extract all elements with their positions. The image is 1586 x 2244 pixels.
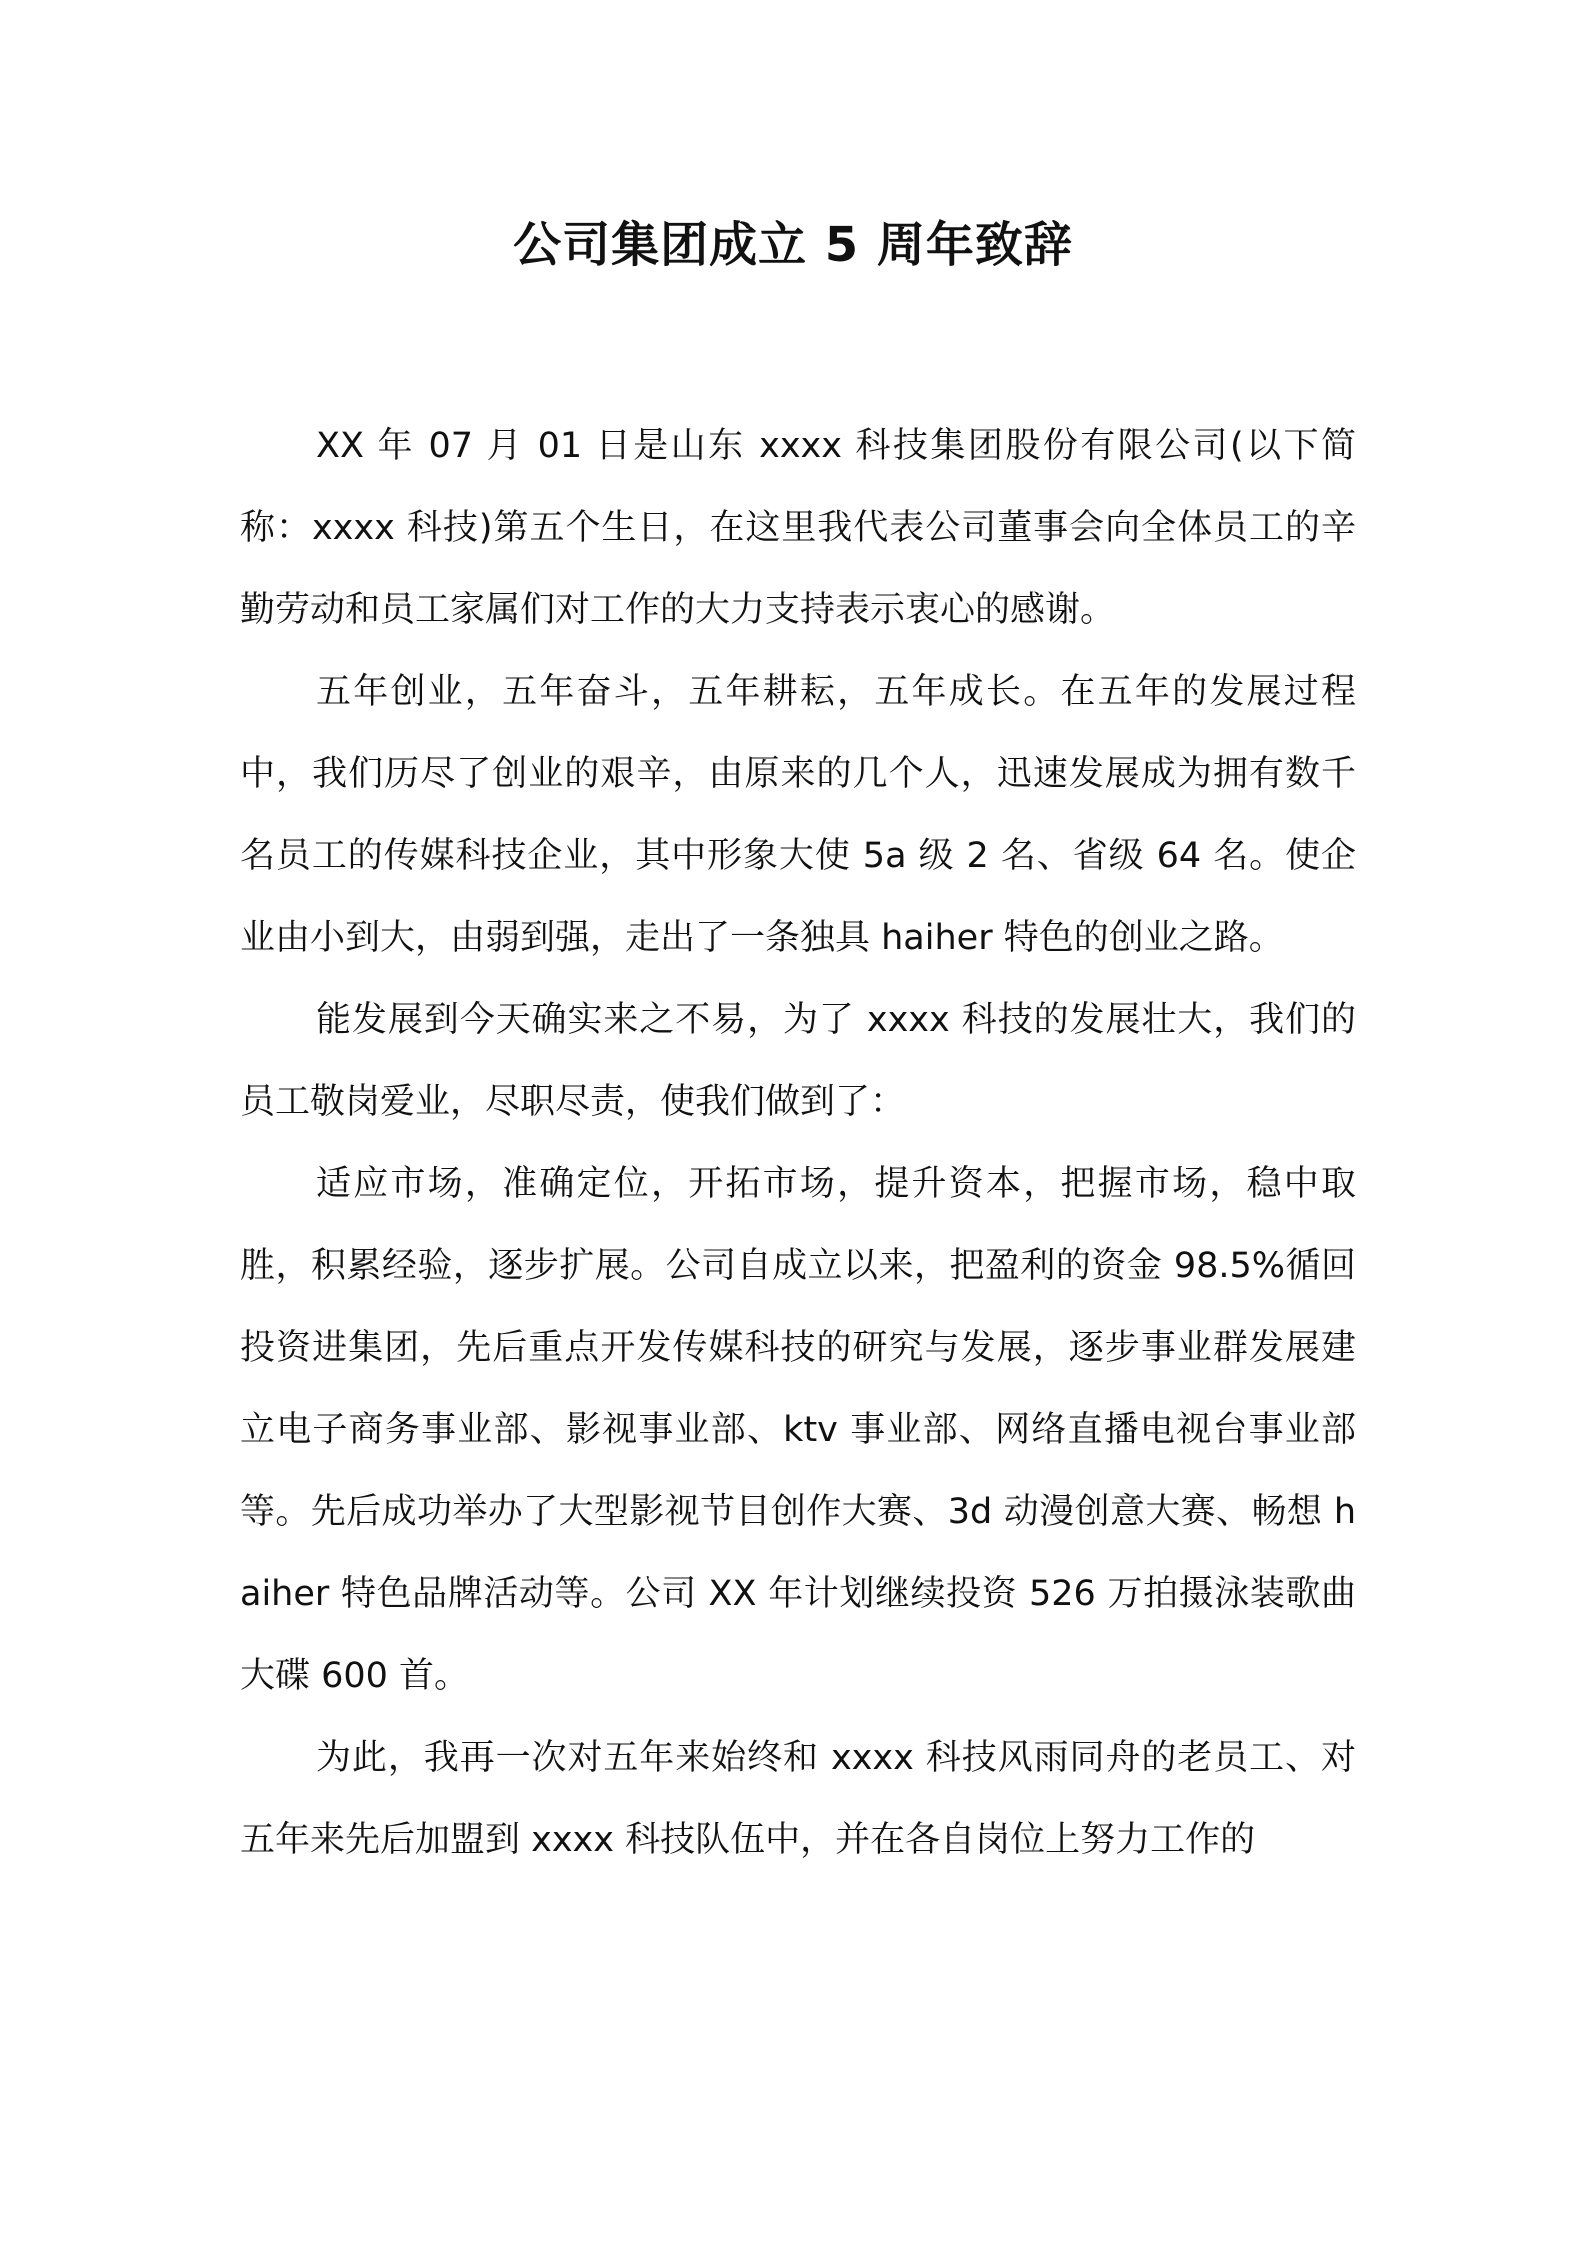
paragraph: 能发展到今天确实来之不易，为了 xxxx 科技的发展壮大，我们的员工敬岗爱业，尽职尽责，使我们做到了： [240, 1000, 1356, 1122]
paragraph: XX 年 07 月 01 日是山东 xxxx 科技集团股份有限公司(以下简称：xxxx 科技)第五个生日，在这里我代表公司董事会向全体员工的辛勤劳动和员工家属们对工作的大力支持表示衷心的感谢。 [240, 426, 1356, 630]
paragraph: 适应市场，准确定位，开拓市场，提升资本，把握市场，稳中取胜，积累经验，逐步扩展。公司自成立以来，把盈利的资金 98.5%循回投资进集团，先后重点开发传媒科技的研究与发展，逐步事业群发展建立电子商务事业部、影视事业部、ktv 事业部、网络直播电视台事业部等。先后成功举办了大型影视节目创作大赛、3d 动漫创意大赛、畅想 haiher 特色品牌活动等。公司 XX 年计划继续投资 526 万拍摄泳装歌曲大碟 600 首。 [240, 1164, 1356, 1696]
paragraph: 为此，我再一次对五年来始终和 xxxx 科技风雨同舟的老员工、对五年来先后加盟到 xxxx 科技队伍中，并在各自岗位上努力工作的 [240, 1738, 1356, 1860]
paragraph: 五年创业，五年奋斗，五年耕耘，五年成长。在五年的发展过程中，我们历尽了创业的艰辛，由原来的几个人，迅速发展成为拥有数千名员工的传媒科技企业，其中形象大使 5a 级 2 名、省级 64 名。使企业由小到大，由弱到强，走出了一条独具 haiher 特色的创业之路。 [240, 672, 1356, 958]
document-title: 公司集团成立 5 周年致辞 [513, 217, 1073, 273]
document-body [240, 405, 1356, 1881]
